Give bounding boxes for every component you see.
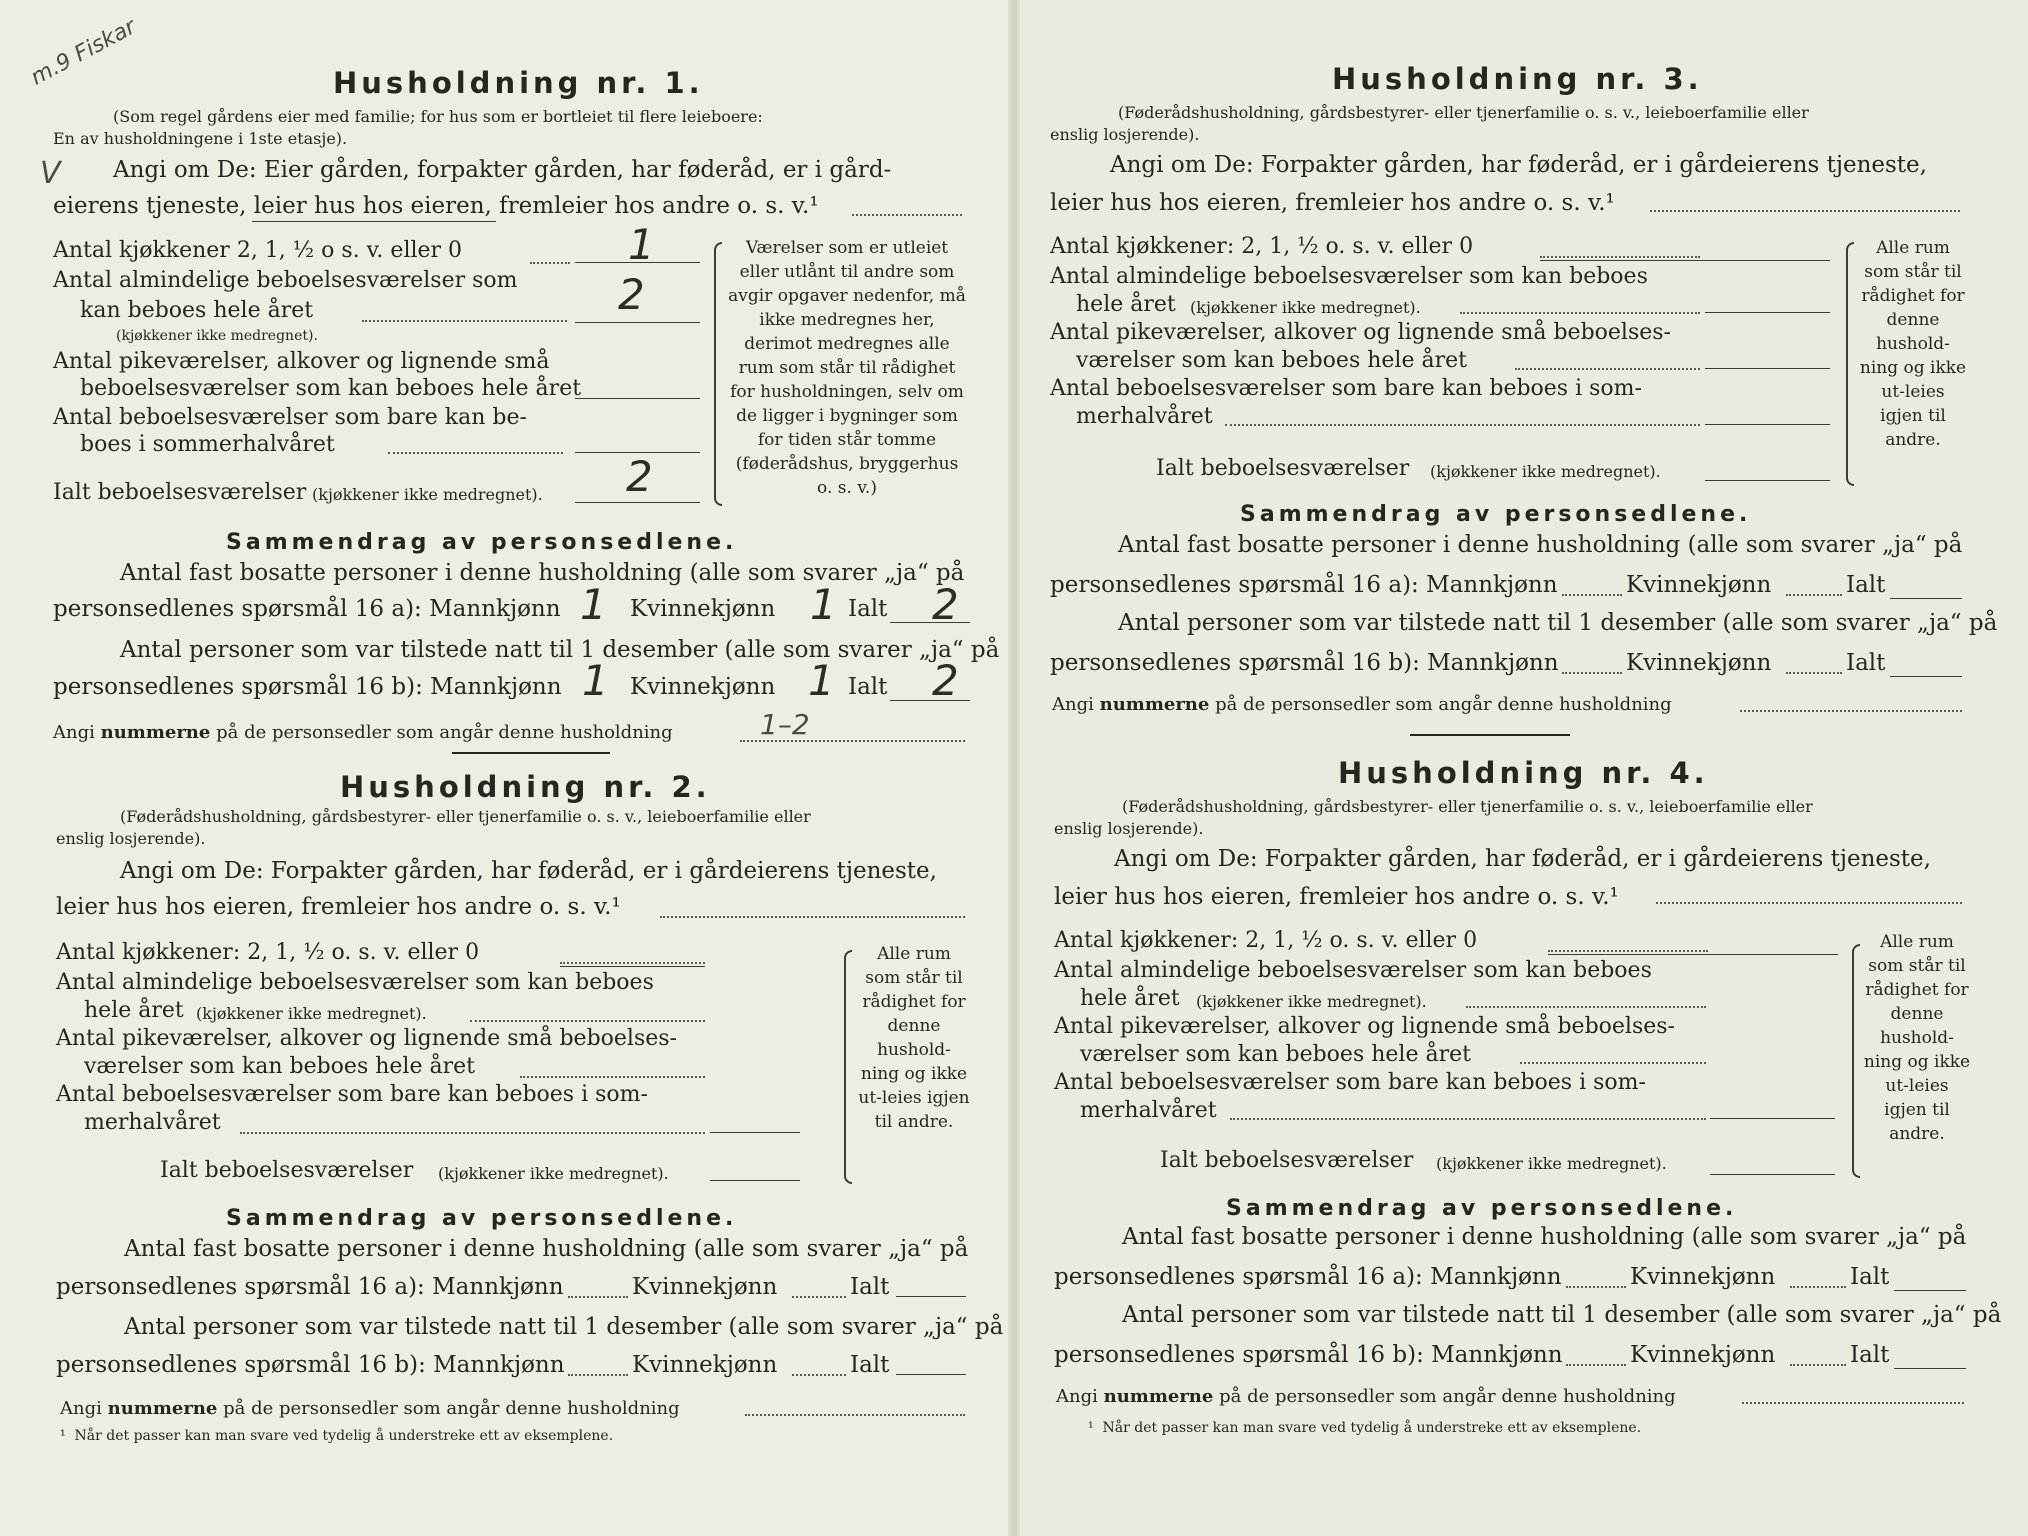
hh3-row-kitchens: Antal kjøkkener: 2, 1, ½ o. s. v. eller 0 bbox=[1050, 234, 1474, 259]
hh4-dots-16b-m bbox=[1566, 1364, 1626, 1366]
hh1-summary-title: Sammendrag av personsedlene. bbox=[226, 530, 738, 555]
hh1-note-line1: (Som regel gårdens eier med familie; for hus som er bortleiet til flere leieboere: bbox=[113, 107, 763, 126]
hh3-row-rooms-b: hele året bbox=[1076, 292, 1176, 317]
hh3-line-16b-total bbox=[1890, 676, 1962, 677]
hh2-s1-line2: personsedlenes spørsmål 16 a): Mannkjønn bbox=[56, 1274, 564, 1300]
hh1-side-note: Værelser som er utleiet eller utlånt til andre som avgir opgaver nedenfor, må ikke medregnes her, derimot medregnes alle rum som står til rådighet for husholdningen, selv om de ligger i bygninger som for tiden står tomme (føderådshus, bryggerhus o. s. v.) bbox=[728, 238, 966, 498]
hh1-row-maids-b: beboelsesværelser som kan beboes hele året bbox=[80, 376, 582, 401]
hh4-row-total: Ialt beboelsesværelser bbox=[1160, 1148, 1414, 1173]
hh4-s1-line1: Antal fast bosatte personer i denne husholdning (alle som svarer „ja“ på bbox=[1122, 1224, 1967, 1250]
hh2-dots-2 bbox=[470, 1020, 705, 1022]
hh3-angi-line2: leier hus hos eieren, fremleier hos andre o. s. v.¹ bbox=[1050, 190, 1615, 216]
hh3-s2-kvinne: Kvinnekjønn bbox=[1626, 650, 1772, 676]
hh1-row-kitchens: Antal kjøkkener 2, 1, ½ o s. v. eller 0 bbox=[53, 238, 463, 263]
hh1-title: Husholdning nr. 1. bbox=[333, 66, 704, 100]
hh4-row-kitchens: Antal kjøkkener: 2, 1, ½ o. s. v. eller 0 bbox=[1054, 928, 1478, 953]
hh2-nummer-post: på de personsedler som angår denne husholdning bbox=[223, 1398, 680, 1419]
hh4-row-total-b: (kjøkkener ikke medregnet). bbox=[1436, 1154, 1667, 1173]
hh2-row-total: Ialt beboelsesværelser bbox=[160, 1158, 414, 1183]
hh1-val-16a-t: 2 bbox=[932, 580, 959, 629]
hh1-underline-leier bbox=[252, 221, 496, 222]
hh4-s1-line2: personsedlenes spørsmål 16 a): Mannkjønn bbox=[1054, 1264, 1562, 1290]
hh2-angi-line1: Angi om De: Forpakter gården, har føderåd, er i gårdeierens tjeneste, bbox=[120, 858, 937, 884]
hh4-s2-kvinne: Kvinnekjønn bbox=[1630, 1342, 1776, 1368]
hh3-row-total-b: (kjøkkener ikke medregnet). bbox=[1430, 462, 1661, 481]
hh4-s2-line1: Antal personer som var tilstede natt til 1 desember (alle som svarer „ja“ på bbox=[1122, 1302, 2002, 1328]
hh4-row-maids-a: Antal pikeværelser, alkover og lignende små beboelses- bbox=[1054, 1014, 1675, 1039]
hh1-mark-v: V bbox=[40, 156, 61, 191]
hh1-line-rooms bbox=[575, 322, 700, 323]
hh3-dots-2 bbox=[1460, 312, 1700, 314]
hh1-val-16a-k: 1 bbox=[810, 580, 837, 629]
hh3-row-maids-a: Antal pikeværelser, alkover og lignende små beboelses- bbox=[1050, 320, 1671, 345]
hh2-footnote: ¹ Når det passer kan man svare ved tydelig å understreke ett av eksemplene. bbox=[60, 1428, 614, 1444]
hh3-dots-4 bbox=[1225, 424, 1700, 426]
hh1-val-16b-m: 1 bbox=[582, 656, 609, 705]
hh3-dots-1 bbox=[1540, 256, 1700, 258]
hh2-row-rooms-b: hele året bbox=[84, 998, 184, 1023]
hh2-line-16b-total bbox=[896, 1374, 966, 1375]
hh4-s2-ialt: Ialt bbox=[1850, 1342, 1890, 1368]
hh2-s2-line2: personsedlenes spørsmål 16 b): Mannkjønn bbox=[56, 1352, 565, 1378]
hh3-line-total bbox=[1705, 480, 1830, 481]
hh4-line-16a-total bbox=[1894, 1290, 1966, 1291]
hh4-note-line2: enslig losjerende). bbox=[1054, 819, 1204, 838]
hh3-angi-dots bbox=[1650, 210, 1960, 212]
hh4-angi-dots bbox=[1656, 902, 1962, 904]
hh3-summary-title: Sammendrag av personsedlene. bbox=[1240, 502, 1752, 527]
hh4-dots-2 bbox=[1466, 1006, 1706, 1008]
hh2-angi-dots bbox=[660, 916, 965, 918]
hh1-val-kitchens: 1 bbox=[628, 220, 655, 269]
hh1-s1-line1: Antal fast bosatte personer i denne husholdning (alle som svarer „ja“ på bbox=[120, 560, 965, 586]
hh4-summary-title: Sammendrag av personsedlene. bbox=[1226, 1196, 1738, 1221]
hh1-s1-ialt: Ialt bbox=[848, 596, 888, 622]
hh3-angi-line1: Angi om De: Forpakter gården, har føderåd, er i gårdeierens tjeneste, bbox=[1110, 152, 1927, 178]
hh3-side-note: Alle rum som står til rådighet for denne hushold-ning og ikke ut-leies igjen til andre. bbox=[1859, 238, 1967, 450]
hh1-nummer-bold: nummerne bbox=[100, 722, 211, 743]
hh1-angi-line2: eierens tjeneste, leier hus hos eieren, fremleier hos andre o. s. v.¹ bbox=[53, 193, 819, 219]
hh1-dots-4 bbox=[388, 452, 563, 454]
hh2-note-line2: enslig losjerende). bbox=[56, 829, 206, 848]
hh4-row-rooms-c: (kjøkkener ikke medregnet). bbox=[1196, 992, 1427, 1011]
hh3-line-summer bbox=[1705, 424, 1830, 425]
hh3-note-line1: (Føderådshusholdning, gårdsbestyrer- eller tjenerfamilie o. s. v., leieboerfamilie eller bbox=[1118, 103, 1809, 122]
hh2-row-rooms-c: (kjøkkener ikke medregnet). bbox=[196, 1004, 427, 1023]
hh4-angi-line2: leier hus hos eieren, fremleier hos andre o. s. v.¹ bbox=[1054, 884, 1619, 910]
hh4-line-16b-total bbox=[1894, 1368, 1966, 1369]
hh4-s1-kvinne: Kvinnekjønn bbox=[1630, 1264, 1776, 1290]
hh2-nummer-bold: nummerne bbox=[107, 1398, 218, 1419]
hh2-dots-16b-k bbox=[792, 1374, 846, 1376]
hh2-row-summer-b: merhalvåret bbox=[84, 1110, 221, 1135]
hh1-val-rooms: 2 bbox=[618, 270, 645, 319]
hh2-title: Husholdning nr. 2. bbox=[340, 770, 711, 804]
hh4-nummer-bold: nummerne bbox=[1103, 1386, 1214, 1407]
hh1-val-16a-m: 1 bbox=[580, 580, 607, 629]
hh2-dots-3 bbox=[520, 1076, 705, 1078]
hh3-nummer-pre: Angi bbox=[1052, 694, 1094, 715]
hh2-nummer-dots bbox=[745, 1414, 965, 1416]
hh4-dots-4 bbox=[1230, 1118, 1706, 1120]
hh2-angi-line2: leier hus hos eieren, fremleier hos andre o. s. v.¹ bbox=[56, 894, 621, 920]
hh3-s2-line1: Antal personer som var tilstede natt til 1 desember (alle som svarer „ja“ på bbox=[1118, 610, 1998, 636]
hh3-s2-line2: personsedlenes spørsmål 16 b): Mannkjønn bbox=[1050, 650, 1559, 676]
hh2-s2-line1: Antal personer som var tilstede natt til 1 desember (alle som svarer „ja“ på bbox=[124, 1314, 1004, 1340]
hh4-footnote: ¹ Når det passer kan man svare ved tydelig å understreke ett av eksemplene. bbox=[1088, 1420, 1642, 1436]
hh1-s2-kvinne: Kvinnekjønn bbox=[630, 674, 776, 700]
hh2-dots-16a-m bbox=[568, 1296, 628, 1298]
hh2-line-16a-total bbox=[896, 1296, 966, 1297]
hh3-dots-16a-k bbox=[1786, 594, 1842, 596]
hh4-line-summer bbox=[1710, 1118, 1835, 1119]
hh4-brace bbox=[1852, 944, 1860, 1178]
hh1-line-maids bbox=[575, 398, 700, 399]
hh4-nummer-line bbox=[1056, 1386, 1676, 1407]
hh1-row-total-b: (kjøkkener ikke medregnet). bbox=[312, 485, 543, 504]
hh2-row-summer-a: Antal beboelsesværelser som bare kan beboes i som- bbox=[56, 1082, 648, 1107]
hh1-s1-kvinne: Kvinnekjønn bbox=[630, 596, 776, 622]
hh3-s1-line2: personsedlenes spørsmål 16 a): Mannkjønn bbox=[1050, 572, 1558, 598]
hh2-dots-1 bbox=[560, 962, 705, 964]
hh1-s2-ialt: Ialt bbox=[848, 674, 888, 700]
hh1-row-rooms-a: Antal almindelige beboelsesværelser som bbox=[53, 268, 518, 293]
hh4-angi-line1: Angi om De: Forpakter gården, har føderåd, er i gårdeierens tjeneste, bbox=[1114, 846, 1931, 872]
hh3-row-maids-b: værelser som kan beboes hele året bbox=[1076, 348, 1467, 373]
hh2-line-total bbox=[710, 1180, 800, 1181]
hh4-nummer-dots bbox=[1742, 1402, 1964, 1404]
hh1-val-total: 2 bbox=[626, 452, 653, 501]
hh1-row-rooms-c: (kjøkkener ikke medregnet). bbox=[116, 328, 318, 344]
hh3-line-16a-total bbox=[1890, 598, 1962, 599]
hh2-footnote-text: Når det passer kan man svare ved tydelig å understreke ett av eksemplene. bbox=[74, 1428, 614, 1444]
hh4-row-summer-b: merhalvåret bbox=[1080, 1098, 1217, 1123]
hh4-dots-3 bbox=[1520, 1062, 1706, 1064]
hh3-separator bbox=[1410, 734, 1570, 736]
hh2-s1-kvinne: Kvinnekjønn bbox=[632, 1274, 778, 1300]
hh1-nummer-line bbox=[53, 722, 673, 743]
hh2-row-total-b: (kjøkkener ikke medregnet). bbox=[438, 1164, 669, 1183]
hh4-nummer-pre: Angi bbox=[1056, 1386, 1098, 1407]
hh1-s2-line1: Antal personer som var tilstede natt til 1 desember (alle som svarer „ja“ på bbox=[120, 637, 1000, 663]
hh4-note-line1: (Føderådshusholdning, gårdsbestyrer- eller tjenerfamilie o. s. v., leieboerfamilie eller bbox=[1122, 797, 1813, 816]
hh1-row-summer-b: boes i sommerhalvåret bbox=[80, 432, 335, 457]
hh3-line-maids bbox=[1705, 368, 1830, 369]
hh1-line-total bbox=[575, 502, 700, 503]
hh2-line-kitchens bbox=[560, 966, 705, 967]
hh1-val-16b-k: 1 bbox=[808, 656, 835, 705]
hh2-nummer-pre: Angi bbox=[60, 1398, 102, 1419]
hh1-angi-line1: Angi om De: Eier gården, forpakter gården, har føderåd, er i gård- bbox=[113, 157, 892, 183]
hh1-s2-line2: personsedlenes spørsmål 16 b): Mannkjønn bbox=[53, 674, 562, 700]
hh3-row-summer-b: merhalvåret bbox=[1076, 404, 1213, 429]
hh3-nummer-bold: nummerne bbox=[1099, 694, 1210, 715]
hh2-brace bbox=[844, 950, 852, 1184]
hh2-line-summer bbox=[710, 1132, 800, 1133]
hh3-nummer-line bbox=[1052, 694, 1672, 715]
hh2-s2-kvinne: Kvinnekjønn bbox=[632, 1352, 778, 1378]
hh4-dots-16a-k bbox=[1790, 1286, 1846, 1288]
hh3-s1-ialt: Ialt bbox=[1846, 572, 1886, 598]
hh3-title: Husholdning nr. 3. bbox=[1332, 62, 1703, 96]
hh1-dots-1 bbox=[530, 262, 570, 264]
hh3-dots-16a-m bbox=[1562, 594, 1622, 596]
hh3-s2-ialt: Ialt bbox=[1846, 650, 1886, 676]
hh2-s2-ialt: Ialt bbox=[850, 1352, 890, 1378]
hh2-row-maids-a: Antal pikeværelser, alkover og lignende små beboelses- bbox=[56, 1026, 677, 1051]
hh4-line-kitchens bbox=[1548, 954, 1838, 955]
hh1-nummer-pre: Angi bbox=[53, 722, 95, 743]
hh3-dots-16b-m bbox=[1562, 672, 1622, 674]
hh3-row-summer-a: Antal beboelsesværelser som bare kan beboes i som- bbox=[1050, 376, 1642, 401]
hh3-nummer-dots bbox=[1740, 710, 1962, 712]
hh1-row-rooms-b: kan beboes hele året bbox=[80, 298, 314, 323]
hh1-brace bbox=[714, 242, 722, 506]
hh2-nummer-line bbox=[60, 1398, 680, 1419]
hh1-s1-line2: personsedlenes spørsmål 16 a): Mannkjønn bbox=[53, 596, 561, 622]
hh1-separator bbox=[452, 752, 610, 754]
hh2-side-note: Alle rum som står til rådighet for denne hushold-ning og ikke ut-leies igjen til andre. bbox=[858, 944, 970, 1132]
hh4-row-rooms-b: hele året bbox=[1080, 986, 1180, 1011]
hh2-dots-16b-m bbox=[568, 1374, 628, 1376]
hh2-row-kitchens: Antal kjøkkener: 2, 1, ½ o. s. v. eller 0 bbox=[56, 940, 480, 965]
page-fold bbox=[1008, 0, 1020, 1536]
hh4-row-summer-a: Antal beboelsesværelser som bare kan beboes i som- bbox=[1054, 1070, 1646, 1095]
hh3-line-kitchens bbox=[1540, 260, 1830, 261]
hh4-dots-16b-k bbox=[1790, 1364, 1846, 1366]
hh4-s2-line2: personsedlenes spørsmål 16 b): Mannkjønn bbox=[1054, 1342, 1563, 1368]
hh4-line-total bbox=[1710, 1174, 1835, 1175]
hh3-s1-line1: Antal fast bosatte personer i denne husholdning (alle som svarer „ja“ på bbox=[1118, 532, 1963, 558]
hh1-val-nummer: 1–2 bbox=[760, 708, 810, 741]
hh3-s1-kvinne: Kvinnekjønn bbox=[1626, 572, 1772, 598]
hh4-footnote-text: Når det passer kan man svare ved tydelig å understreke ett av eksemplene. bbox=[1102, 1420, 1642, 1436]
hh2-summary-title: Sammendrag av personsedlene. bbox=[226, 1206, 738, 1231]
hh3-nummer-post: på de personsedler som angår denne husholdning bbox=[1215, 694, 1672, 715]
hh4-s1-ialt: Ialt bbox=[1850, 1264, 1890, 1290]
hh4-side-note: Alle rum som står til rådighet for denne hushold-ning og ikke ut-leies igjen til andre. bbox=[1863, 932, 1971, 1144]
hh4-dots-1 bbox=[1548, 950, 1708, 952]
hh3-row-rooms-c: (kjøkkener ikke medregnet). bbox=[1190, 298, 1421, 317]
hh1-val-16b-t: 2 bbox=[932, 656, 959, 705]
hh3-brace bbox=[1846, 242, 1854, 486]
hh3-dots-3 bbox=[1515, 368, 1700, 370]
hh1-row-maids-a: Antal pikeværelser, alkover og lignende små bbox=[53, 349, 550, 374]
hh2-row-rooms-a: Antal almindelige beboelsesværelser som kan beboes bbox=[56, 970, 654, 995]
hh4-nummer-post: på de personsedler som angår denne husholdning bbox=[1219, 1386, 1676, 1407]
hh4-row-maids-b: værelser som kan beboes hele året bbox=[1080, 1042, 1471, 1067]
hh4-dots-16a-m bbox=[1566, 1286, 1626, 1288]
hh2-dots-16a-k bbox=[792, 1296, 846, 1298]
hh3-note-line2: enslig losjerende). bbox=[1050, 125, 1200, 144]
hh1-nummer-post: på de personsedler som angår denne husholdning bbox=[216, 722, 673, 743]
hh1-dots-2 bbox=[362, 320, 567, 322]
hh2-row-maids-b: værelser som kan beboes hele året bbox=[84, 1054, 475, 1079]
hh1-row-total: Ialt beboelsesværelser bbox=[53, 480, 307, 505]
hh1-note-line2: En av husholdningene i 1ste etasje). bbox=[53, 129, 348, 148]
hh2-dots-4 bbox=[240, 1132, 705, 1134]
margin-note: m.9 Fiskar bbox=[26, 14, 141, 91]
hh3-row-rooms-a: Antal almindelige beboelsesværelser som kan beboes bbox=[1050, 264, 1648, 289]
hh3-row-total: Ialt beboelsesværelser bbox=[1156, 456, 1410, 481]
hh1-angi-dots bbox=[852, 214, 962, 216]
hh2-note-line1: (Føderådshusholdning, gårdsbestyrer- eller tjenerfamilie o. s. v., leieboerfamilie eller bbox=[120, 807, 811, 826]
hh2-s1-ialt: Ialt bbox=[850, 1274, 890, 1300]
hh2-s1-line1: Antal fast bosatte personer i denne husholdning (alle som svarer „ja“ på bbox=[124, 1236, 969, 1262]
hh3-dots-16b-k bbox=[1786, 672, 1842, 674]
hh4-row-rooms-a: Antal almindelige beboelsesværelser som kan beboes bbox=[1054, 958, 1652, 983]
hh3-line-rooms bbox=[1705, 312, 1830, 313]
hh1-row-summer-a: Antal beboelsesværelser som bare kan be- bbox=[53, 405, 527, 430]
hh4-title: Husholdning nr. 4. bbox=[1338, 756, 1709, 790]
